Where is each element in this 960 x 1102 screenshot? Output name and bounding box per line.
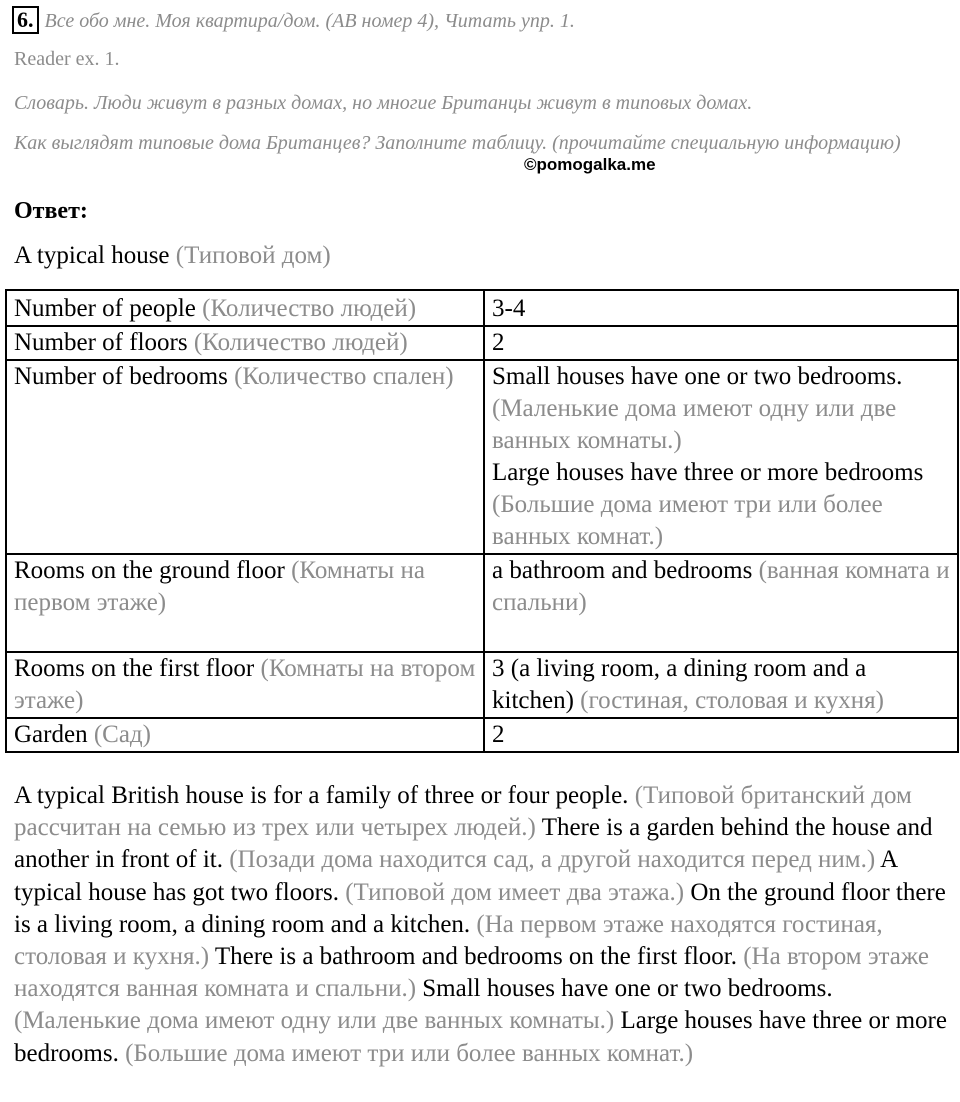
value-ru: (Большие дома имеют три или более ванных комнат.) — [492, 491, 883, 550]
sentence-en: On the ground floor there is a living room, a dining room and a kitchen. — [14, 878, 946, 938]
sentence-ru: (Большие дома имеют три или более ванных комнат.) — [125, 1039, 694, 1067]
row-key — [6, 360, 484, 554]
task-number: 6. — [12, 6, 39, 34]
value-en: 3-4 — [492, 295, 526, 322]
sentence-en: Large houses have three or more bedrooms. — [14, 1007, 947, 1067]
row-key — [6, 554, 484, 652]
row-key — [6, 326, 484, 360]
answer-label: Ответ: — [14, 198, 88, 224]
key-ru: (Сад) — [93, 721, 151, 748]
task-header — [12, 6, 575, 34]
value-en: 2 — [492, 721, 505, 748]
house-info-table — [5, 289, 959, 753]
key-ru: (Количество людей) — [202, 295, 417, 322]
table-row — [6, 326, 958, 360]
sentence-ru: (Типовой дом имеет два этажа.) — [345, 878, 685, 906]
value-large-houses — [492, 457, 950, 553]
sentence-ru: (Маленькие дома имеют одну или две ванных комнаты.) — [14, 1007, 615, 1035]
instruction-vocabulary: Словарь. Люди живут в разных домах, но многие Британцы живут в типовых домах. — [14, 92, 753, 114]
table-row — [6, 554, 958, 652]
row-value — [484, 554, 958, 652]
key-ru: (Комнаты на втором этаже) — [14, 655, 476, 714]
row-key — [6, 652, 484, 718]
value-en: 3 (a living room, a dining room and a kitchen) — [492, 655, 867, 714]
key-en: Rooms on the first floor — [14, 655, 255, 682]
sentence-ru: (Типовой британский дом рассчитан на семью из трех или четырех людей.) — [14, 782, 912, 842]
value-en: a bathroom and bedrooms — [492, 557, 753, 584]
key-en: Garden — [14, 721, 88, 748]
value-ru: (гостиная, столовая и кухня) — [580, 687, 884, 714]
row-value — [484, 360, 958, 554]
row-value — [484, 652, 958, 718]
table-row — [6, 652, 958, 718]
table-title-ru: (Типовой дом) — [175, 242, 331, 269]
sentence-en: A typical house has got two floors. — [14, 846, 897, 906]
row-value — [484, 290, 958, 326]
key-ru: (Комнаты на первом этаже) — [14, 557, 425, 616]
table-row — [6, 290, 958, 326]
row-value — [484, 718, 958, 752]
value-ru: (Маленькие дома имеют одну или две ванных комнаты.) — [492, 395, 897, 454]
key-en: Number of bedrooms — [14, 363, 228, 390]
table-row — [6, 718, 958, 752]
task-title: Все обо мне. Моя квартира/дом. (АВ номер 4), Читать упр. 1. — [44, 10, 575, 32]
sentence-en: There is a bathroom and bedrooms on the first floor. — [214, 943, 737, 971]
key-ru: (Количество спален) — [234, 363, 454, 390]
value-ru: (ванная комната и спальни) — [492, 557, 950, 616]
value-small-houses — [492, 361, 950, 457]
key-en: Number of people — [14, 295, 196, 322]
key-ru: (Количество людей) — [193, 329, 408, 356]
reader-reference: Reader ex. 1. — [14, 48, 120, 70]
value-en: Large houses have three or more bedrooms — [492, 459, 924, 486]
value-en: Small houses have one or two bedrooms. — [492, 363, 903, 390]
row-key — [6, 290, 484, 326]
sentence-en: A typical British house is for a family of three or four people. — [14, 782, 629, 809]
sentence-ru: (На первом этаже находятся гостиная, столовая и кухня.) — [14, 910, 883, 971]
value-en: 2 — [492, 329, 505, 356]
summary-paragraph — [14, 780, 954, 1070]
table-row — [6, 360, 958, 554]
sentence-ru: (На втором этаже находятся ванная комната и спальни.) — [14, 943, 929, 1003]
row-key — [6, 718, 484, 752]
sentence-en: There is a garden behind the house and another in front of it. — [14, 814, 933, 874]
table-title — [14, 242, 331, 270]
instruction-fill-table: Как выглядят типовые дома Британцев? Заполните таблицу. (прочитайте специальную информацию) — [14, 132, 901, 154]
key-en: Rooms on the ground floor — [14, 557, 285, 584]
sentence-ru: (Позади дома находится сад, а другой находится перед ним.) — [229, 846, 876, 874]
watermark: ©pomogalka.me — [524, 155, 656, 174]
sentence-en: Small houses have one or two bedrooms. — [422, 975, 833, 1003]
row-value — [484, 326, 958, 360]
key-en: Number of floors — [14, 329, 188, 356]
table-title-en: A typical house — [14, 242, 170, 269]
